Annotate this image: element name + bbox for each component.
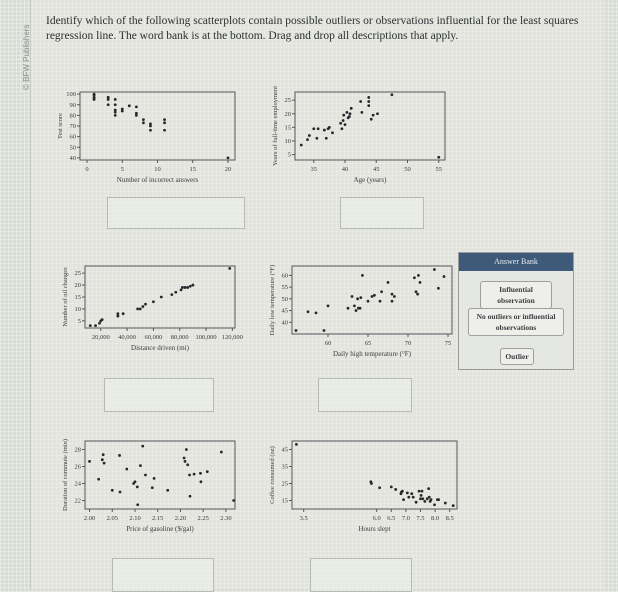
data-point (232, 499, 235, 502)
y-tick-label: 45 (281, 446, 288, 454)
data-point (353, 304, 356, 307)
data-point (361, 274, 364, 277)
data-point (163, 129, 166, 132)
data-point (360, 111, 363, 114)
data-point (345, 111, 348, 114)
data-point (344, 123, 347, 126)
chart-svg (55, 437, 255, 541)
data-point (220, 451, 223, 454)
x-tick-label: 35 (310, 166, 317, 173)
y-tick-label: 60 (281, 272, 288, 280)
data-point (379, 300, 382, 303)
plot-frame (80, 92, 235, 160)
plot-frame (295, 92, 445, 160)
data-point (342, 119, 345, 122)
y-tick-label: 15 (284, 124, 291, 132)
question-prompt: Identify which of the following scatterplots contain possible outliers or observations influential for the least squares regression line. The word bank is at the bottom. Drag and drop all descriptions that apply. (46, 15, 579, 42)
data-point (135, 112, 138, 115)
y-tick-label: 80 (69, 112, 76, 120)
y-tick-label: 70 (69, 123, 76, 130)
data-point (136, 486, 139, 489)
data-point (118, 454, 121, 457)
data-point (94, 324, 97, 327)
scatterplot-commute (55, 437, 255, 546)
data-point (139, 308, 142, 311)
answer-bank-title: Answer Bank (459, 253, 573, 271)
data-point (367, 104, 370, 107)
data-point (188, 474, 191, 477)
data-point (359, 296, 362, 299)
data-point (351, 295, 354, 298)
data-point (419, 281, 422, 284)
x-tick-label: 20 (224, 166, 232, 173)
data-point (114, 114, 117, 117)
y-tick-label: 15 (74, 294, 81, 301)
data-point (88, 460, 91, 463)
data-point (328, 126, 331, 129)
data-point (149, 122, 152, 125)
data-point (401, 490, 404, 493)
data-point (191, 284, 194, 287)
data-point (355, 309, 358, 312)
y-axis-label: Daily low temperature (°F) (269, 264, 276, 336)
x-tick-label: 2.20 (174, 515, 187, 522)
data-point (437, 498, 440, 501)
x-tick-label: 120,000 (221, 334, 243, 341)
data-point (415, 501, 418, 504)
drop-zone-employment[interactable] (340, 197, 424, 229)
y-tick-label: 20 (284, 110, 291, 118)
data-point (410, 492, 413, 495)
data-point (306, 138, 309, 141)
x-tick-label: 55 (435, 166, 442, 173)
drop-zone-commute[interactable] (112, 558, 214, 592)
data-point (166, 489, 169, 492)
y-tick-label: 28 (74, 446, 81, 454)
data-point (97, 478, 100, 481)
data-point (116, 312, 119, 315)
y-tick-label: 25 (284, 97, 291, 105)
x-axis-label: Number of incorrect answers (116, 176, 199, 184)
data-point (437, 287, 440, 290)
x-tick-label: 2.00 (83, 515, 96, 522)
data-point (174, 291, 177, 294)
y-tick-label: 5 (77, 317, 81, 325)
data-point (114, 98, 117, 101)
data-point (136, 503, 139, 506)
data-point (122, 312, 125, 315)
data-point (114, 103, 117, 106)
x-tick-label: 2.30 (220, 515, 232, 522)
x-tick-label: 5 (120, 166, 124, 173)
data-point (134, 480, 137, 483)
data-point (183, 457, 186, 460)
data-point (327, 304, 330, 307)
data-point (128, 104, 131, 107)
x-tick-label: 70 (404, 340, 412, 347)
data-point (119, 491, 122, 494)
data-point (430, 498, 433, 501)
x-tick-label: 2.05 (106, 515, 118, 522)
y-tick-label: 10 (74, 305, 81, 313)
y-tick-label: 50 (69, 144, 76, 152)
x-tick-label: 40 (341, 166, 349, 173)
data-point (370, 482, 373, 485)
data-point (406, 491, 409, 494)
x-tick-label: 10 (154, 166, 161, 173)
data-point (199, 472, 202, 475)
chart-svg (265, 85, 465, 192)
data-point (380, 290, 383, 293)
scatterplot-coffee (262, 437, 477, 546)
plot-frame (85, 441, 235, 509)
data-point (372, 114, 375, 117)
y-axis-label: Duration of commute (min) (62, 438, 69, 512)
data-point (350, 107, 353, 110)
data-point (421, 490, 424, 493)
data-point (323, 129, 326, 132)
x-tick-label: 50 (404, 166, 411, 173)
data-point (390, 93, 393, 96)
data-point (200, 480, 203, 483)
data-point (102, 453, 105, 456)
answer-bank (458, 252, 574, 370)
x-axis-label: Distance driven (mi) (131, 344, 189, 352)
data-point (98, 322, 101, 325)
x-axis-label: Hours slept (358, 525, 391, 533)
y-tick-label: 5 (287, 151, 291, 159)
x-tick-label: 8.5 (445, 515, 454, 522)
data-point (186, 286, 189, 289)
y-tick-label: 50 (281, 295, 288, 303)
data-point (93, 93, 96, 96)
x-tick-label: 75 (444, 340, 452, 347)
y-tick-label: 25 (74, 270, 81, 278)
data-point (421, 497, 424, 500)
chart-svg (262, 262, 472, 366)
data-point (153, 477, 156, 480)
data-point (376, 112, 379, 115)
x-tick-label: 45 (373, 166, 380, 173)
scatterplot-employment (265, 85, 465, 197)
data-point (101, 458, 104, 461)
data-point (114, 109, 117, 112)
plot-frame (292, 441, 457, 509)
y-axis-label: Years of full-time employment (272, 85, 279, 167)
data-point (325, 137, 328, 140)
y-axis-label: Coffee consumed (oz) (269, 446, 276, 504)
scatterplot-oil-changes (55, 262, 255, 365)
data-point (141, 445, 144, 448)
x-tick-label: 65 (364, 340, 372, 347)
x-axis-label: Price of gasoline ($/gal) (126, 525, 194, 533)
data-point (163, 118, 166, 121)
data-point (144, 474, 147, 477)
data-point (452, 504, 455, 507)
data-point (186, 463, 189, 466)
data-point (144, 303, 147, 306)
data-point (367, 300, 370, 303)
data-point (402, 498, 405, 501)
x-tick-label: 0 (85, 166, 89, 173)
data-point (189, 285, 192, 288)
publisher-watermark: © BFW Publishers (22, 24, 31, 90)
data-point (295, 329, 298, 332)
chip-influential-observation[interactable]: Influential observation (480, 281, 552, 309)
data-point (125, 468, 128, 471)
data-point (142, 121, 145, 124)
data-point (407, 496, 410, 499)
chip-outlier[interactable]: Outlier (500, 348, 534, 365)
data-point (206, 470, 209, 473)
x-tick-label: 7.0 (401, 515, 410, 522)
x-tick-label: 80,000 (170, 334, 189, 341)
x-tick-label: 6.5 (387, 515, 396, 522)
data-point (420, 494, 423, 497)
data-point (417, 274, 420, 277)
plot-frame (292, 266, 452, 334)
data-point (378, 486, 381, 489)
data-point (416, 293, 419, 296)
data-point (413, 276, 416, 279)
y-tick-label: 55 (281, 284, 288, 292)
data-point (89, 324, 92, 327)
data-point (107, 96, 110, 99)
data-point (347, 307, 350, 310)
data-point (180, 288, 183, 291)
chart-svg (55, 262, 255, 360)
data-point (181, 286, 184, 289)
scatterplot-test-score (50, 88, 255, 197)
data-point (390, 486, 393, 489)
data-point (444, 502, 447, 505)
data-point (387, 281, 390, 284)
x-tick-label: 8.0 (431, 515, 440, 522)
x-tick-label: 20,000 (91, 334, 110, 341)
data-point (107, 103, 110, 106)
data-point (331, 131, 334, 134)
data-point (356, 297, 359, 300)
drop-zone-temperature[interactable] (318, 378, 412, 412)
y-tick-label: 25 (281, 480, 288, 488)
data-point (315, 137, 318, 140)
data-point (300, 144, 303, 147)
data-point (412, 496, 415, 499)
data-point (317, 127, 320, 130)
y-tick-label: 40 (281, 319, 288, 327)
data-point (340, 127, 343, 130)
data-point (371, 295, 374, 298)
data-point (152, 300, 155, 303)
y-tick-label: 60 (69, 133, 76, 141)
data-point (193, 473, 196, 476)
data-point (160, 296, 163, 299)
data-point (433, 503, 436, 506)
data-point (342, 114, 345, 117)
y-tick-label: 24 (74, 480, 81, 488)
data-point (393, 295, 396, 298)
data-point (418, 490, 421, 493)
x-tick-label: 7.5 (416, 515, 425, 522)
y-tick-label: 45 (281, 307, 288, 315)
x-tick-label: 40,000 (118, 334, 137, 341)
data-point (111, 489, 114, 492)
data-point (228, 267, 231, 270)
x-tick-label: 2.25 (197, 515, 209, 522)
chip-no-outliers[interactable]: No outliers or influential observations (468, 308, 564, 336)
x-tick-label: 2.10 (129, 515, 141, 522)
data-point (359, 100, 362, 103)
data-point (116, 315, 119, 318)
y-tick-label: 10 (284, 137, 291, 145)
y-tick-label: 15 (281, 497, 288, 505)
scatterplot-temperature (262, 262, 472, 371)
data-point (139, 464, 142, 467)
data-point (370, 118, 373, 121)
data-point (141, 305, 144, 308)
data-point (101, 318, 104, 321)
y-tick-label: 40 (69, 154, 76, 162)
y-tick-label: 100 (66, 91, 76, 99)
data-point (170, 293, 173, 296)
data-point (103, 462, 106, 465)
x-axis-label: Age (years) (353, 176, 387, 184)
data-point (367, 96, 370, 99)
data-point (433, 268, 436, 271)
data-point (185, 448, 188, 451)
x-tick-label: 100,000 (195, 334, 217, 341)
y-tick-label: 90 (69, 101, 76, 109)
data-point (359, 307, 362, 310)
data-point (307, 310, 310, 313)
x-tick-label: 60,000 (144, 334, 163, 341)
data-point (308, 134, 311, 137)
data-point (135, 105, 138, 108)
y-tick-label: 20 (74, 282, 81, 290)
x-tick-label: 2.15 (152, 515, 164, 522)
data-point (323, 329, 326, 332)
data-point (423, 500, 426, 503)
data-point (184, 286, 187, 289)
data-point (149, 129, 152, 132)
chart-svg (262, 437, 477, 541)
data-point (415, 290, 418, 293)
x-tick-label: 6.0 (372, 515, 381, 522)
data-point (367, 100, 370, 103)
x-tick-label: 15 (189, 166, 196, 173)
y-tick-label: 26 (74, 463, 81, 471)
data-point (349, 112, 352, 115)
y-tick-label: 35 (281, 463, 288, 471)
data-point (136, 308, 139, 311)
data-point (315, 311, 318, 314)
data-point (443, 275, 446, 278)
data-point (428, 496, 431, 499)
data-point (339, 122, 342, 125)
y-axis-label: Number of oil changes (62, 267, 69, 327)
drop-zone-test-score[interactable] (107, 197, 245, 229)
x-axis-label: Daily high temperature (°F) (332, 350, 412, 358)
drop-zone-oil-changes[interactable] (104, 378, 214, 412)
data-point (437, 156, 440, 159)
data-point (373, 294, 376, 297)
data-point (391, 293, 394, 296)
drop-zone-coffee[interactable] (310, 558, 412, 592)
data-point (163, 121, 166, 124)
data-point (189, 495, 192, 498)
y-axis-label: Test score (57, 112, 64, 140)
data-point (312, 127, 315, 130)
data-point (142, 118, 145, 121)
x-tick-label: 3.5 (299, 515, 308, 522)
data-point (295, 443, 298, 446)
chart-svg (50, 88, 255, 192)
data-point (184, 460, 187, 463)
data-point (121, 108, 124, 111)
data-point (227, 156, 230, 159)
data-point (151, 486, 154, 489)
y-tick-label: 22 (74, 497, 81, 505)
data-point (394, 488, 397, 491)
data-point (348, 115, 351, 118)
data-point (427, 487, 430, 490)
data-point (391, 300, 394, 303)
x-tick-label: 60 (324, 340, 332, 347)
